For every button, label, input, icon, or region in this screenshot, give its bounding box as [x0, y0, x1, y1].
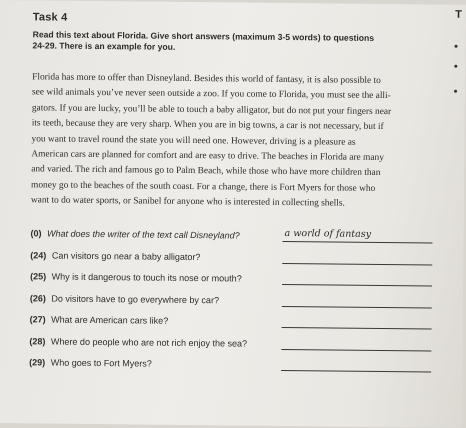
question-prompt: Where do people who are not rich enjoy the sea?	[50, 336, 248, 349]
question-text	[29, 357, 152, 368]
question-number: (29)	[29, 357, 46, 368]
passage-line: see wild animals you’ve never seen outside a zoo. If you come to Florida, you must see the alli-	[31, 87, 391, 102]
answer-line[interactable]	[281, 370, 431, 373]
answer-line[interactable]	[282, 262, 432, 265]
answer-line[interactable]	[282, 284, 432, 287]
answer-line[interactable]	[282, 327, 432, 330]
question-text	[31, 228, 240, 240]
question-number: (26)	[29, 292, 46, 303]
instruction-line: 24-29. There is an example for you.	[32, 40, 176, 52]
task-instructions	[32, 29, 437, 55]
question-prompt: Can visitors go near a baby alligator?	[51, 250, 201, 262]
instruction-line: Read this text about Florida. Give short answers (maximum 3-5 words) to questions	[32, 29, 375, 43]
passage-line: money go to the beaches of the south coast. For a change, there is Fort Myers for those who	[31, 180, 376, 194]
answer-line[interactable]	[281, 348, 431, 351]
question-number: (24)	[30, 249, 47, 260]
question-prompt: What are American cars like?	[51, 314, 169, 326]
passage-line: Florida has more to offer than Disneyland. Besides this world of fantasy, it is also possible to	[32, 72, 381, 86]
margin-dot	[454, 90, 457, 93]
task-title: Task 4	[32, 11, 68, 24]
question-number: (28)	[29, 335, 46, 346]
answer-line[interactable]	[282, 241, 432, 244]
question-row	[29, 357, 434, 383]
passage-line: American cars are planned for comfort and are easy to drive. The beaches in Florida are many	[31, 149, 384, 164]
margin-dot	[455, 45, 458, 48]
question-list	[29, 228, 436, 383]
question-text	[30, 314, 169, 325]
question-prompt: Do visitors have to go everywhere by car?	[51, 293, 220, 305]
question-prompt: Why is it dangerous to touch its nose or mouth?	[51, 271, 242, 284]
question-text	[30, 250, 200, 262]
question-prompt: What does the writer of the text call Disneyland?	[47, 228, 240, 241]
question-prompt: Who goes to Fort Myers?	[50, 357, 152, 369]
passage-line: its teeth, because they are very sharp. When you are in big towns, a car is not necessary, but if	[31, 118, 384, 133]
question-number: (0)	[30, 228, 42, 239]
passage-line: want to do water sports, or Sanibel for anyone who is interested in collecting shells.	[30, 195, 345, 209]
reading-passage	[31, 70, 432, 213]
example-answer: a world of fantasy	[284, 227, 372, 240]
question-text	[29, 336, 247, 348]
answer-line[interactable]	[282, 305, 432, 308]
passage-line: you want to travel round the state you will need one. However, driving is a pleasure as	[31, 133, 356, 148]
question-text	[30, 271, 242, 283]
question-number: (25)	[30, 271, 47, 282]
question-number: (27)	[29, 314, 46, 325]
corner-mark: T	[455, 8, 462, 21]
passage-line: and varied. The rich and famous go to Palm Beach, while those who have more children than	[31, 164, 381, 179]
passage-line: gators. If you are lucky, you’ll be able to touch a baby alligator, but do not put your fingers near	[31, 103, 392, 117]
question-text	[30, 293, 219, 305]
margin-dot	[454, 65, 457, 68]
